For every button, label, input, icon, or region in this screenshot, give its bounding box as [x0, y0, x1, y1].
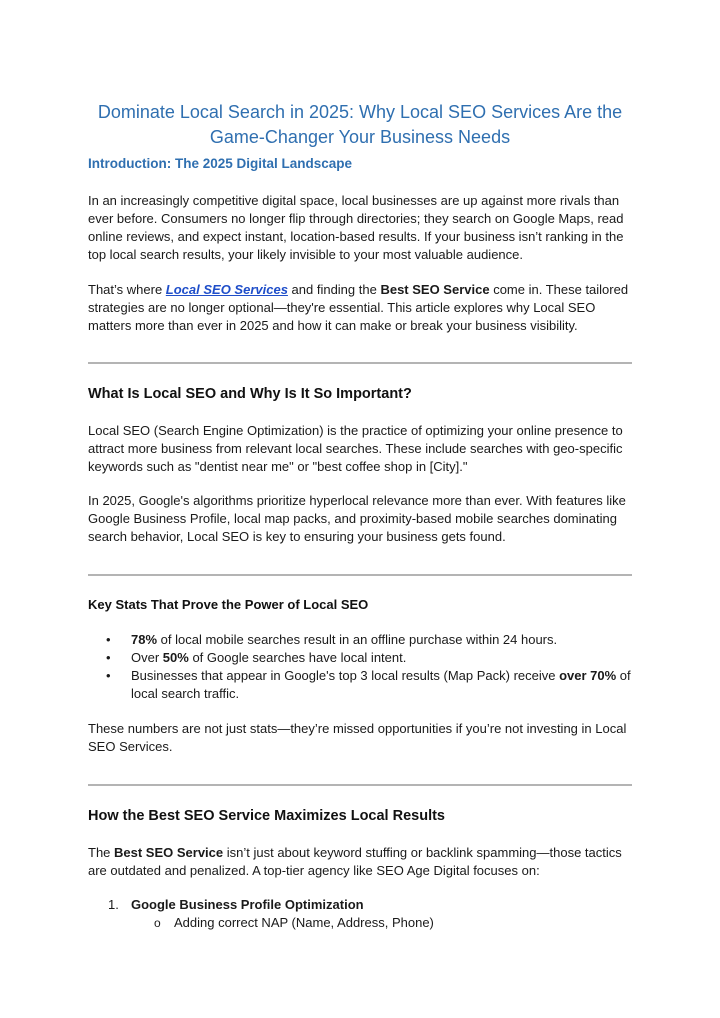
section2-text-after: isn’t just about keyword stuffing or backlink spamming—those tactics are outdated and penalized. A top-tier agency like SEO Age Digital focuses on:	[88, 845, 622, 878]
list-item	[131, 631, 636, 649]
section2-heading: How the Best SEO Service Maximizes Local Results	[88, 808, 445, 824]
stat-text: of Google searches have local intent.	[188, 650, 407, 665]
section2-text-before: The	[88, 845, 115, 860]
list-item	[131, 649, 636, 667]
bullet-marker: •	[106, 668, 111, 683]
stat-text: of local mobile searches result in an offline purchase within 24 hours.	[157, 632, 558, 647]
section2-bold: Best SEO Service	[114, 845, 224, 860]
stat-bold: 50%	[162, 650, 189, 665]
stats-paragraph: These numbers are not just stats—they’re missed opportunities if you’re not investing in Local SEO Services.	[88, 721, 627, 754]
intro-heading: Introduction: The 2025 Digital Landscape	[88, 156, 353, 171]
local-seo-services-link[interactable]: Local SEO Services	[165, 282, 288, 297]
stat-pre: Businesses that appear in Google's top 3 local results (Map Pack) receive	[131, 668, 560, 683]
numbered-item-title: Google Business Profile Optimization	[131, 897, 364, 912]
stat-text: of local search traffic.	[131, 668, 631, 701]
section2-paragraph	[88, 844, 636, 880]
divider	[88, 784, 632, 786]
stats-heading: Key Stats That Prove the Power of Local SEO	[88, 597, 369, 612]
section1-paragraph-2: In 2025, Google's algorithms prioritize hyperlocal relevance more than ever. With features like Google Business Profile, local map packs, and proximity-based mobile searches dominating search behavior, Local SEO is key to ensuring your business gets found.	[88, 493, 626, 544]
intro-p2-bold: Best SEO Service	[380, 282, 490, 297]
intro-paragraph-2	[88, 281, 636, 335]
list-number: 1.	[108, 897, 119, 912]
stat-bold: over 70%	[559, 668, 617, 683]
list-item	[131, 667, 636, 703]
intro-p2-text-middle: and finding the	[287, 282, 381, 297]
intro-paragraph-1: In an increasingly competitive digital space, local businesses are up against more rivals than ever before. Consumers no longer flip through directories; they search on Google Maps, read online reviews, and expect instant, location-based results. If your business isn’t ranking in the top local search results, your likely invisible to your most valuable audience.	[88, 193, 624, 262]
divider	[88, 574, 632, 576]
sub-bullet-marker: o	[154, 916, 161, 930]
stat-bold: 78%	[131, 632, 158, 647]
bullet-marker: •	[106, 650, 111, 665]
sub-list-item: Adding correct NAP (Name, Address, Phone)	[174, 915, 434, 930]
divider	[88, 362, 632, 364]
section1-paragraph-1: Local SEO (Search Engine Optimization) is the practice of optimizing your online presence to attract more business from relevant local searches. These include searches with geo-specific keywords such as "dentist near me" or "best coffee shop in [City]."	[88, 423, 623, 474]
intro-p2-text-before: That’s where	[88, 282, 166, 297]
intro-p2-text-after: come in. These tailored strategies are no longer optional—they're essential. This article explores why Local SEO matters more than ever in 2025 and how it can make or break your business visibility.	[88, 282, 629, 333]
section1-heading: What Is Local SEO and Why Is It So Important?	[88, 386, 412, 402]
stat-pre: Over	[131, 650, 163, 665]
bullet-marker: •	[106, 632, 111, 647]
document-title: Dominate Local Search in 2025: Why Local SEO Services Are the Game-Changer Your Business Needs	[97, 102, 623, 147]
